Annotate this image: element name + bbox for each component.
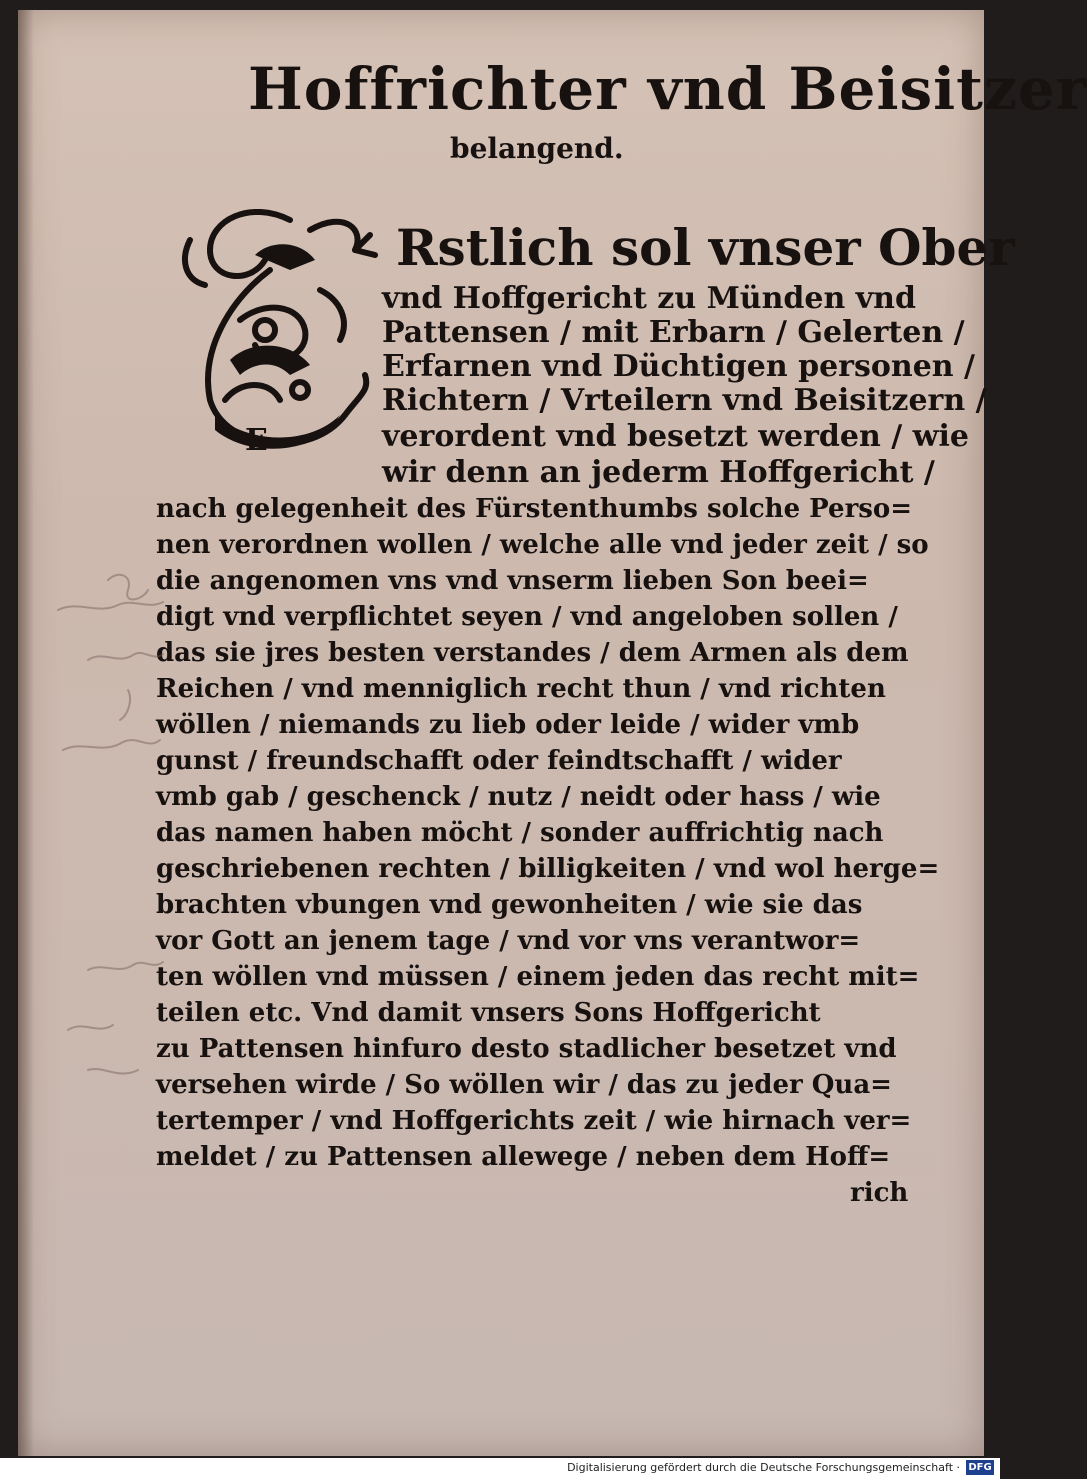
text-line-11: digt vnd verpflichtet seyen / vnd angeloben sollen /	[156, 602, 898, 632]
text-line-10: die angenomen vns vnd vnserm lieben Son beei=	[156, 566, 869, 596]
text-line-24: versehen wirde / So wöllen wir / das zu jeder Qua=	[156, 1070, 892, 1100]
initial-letter-glyph: E	[245, 423, 268, 458]
text-line-21: ten wöllen vnd müssen / einem jeden das recht mit=	[156, 962, 920, 992]
text-line-1: Rstlich sol vnser Ober	[396, 218, 1015, 277]
text-line-5: Richtern / Vrteilern vnd Beisitzern /	[382, 383, 987, 418]
catchword: rich	[850, 1178, 909, 1208]
text-line-8: nach gelegenheit des Fürstenthumbs solche Perso=	[156, 494, 913, 524]
dfg-logo: DFG	[966, 1460, 994, 1475]
text-line-4: Erfarnen vnd Düchtigen personen /	[382, 349, 975, 384]
text-line-15: gunst / freundschafft oder feindtschafft / wider	[156, 746, 842, 776]
text-line-13: Reichen / vnd menniglich recht thun / vnd richten	[156, 674, 886, 704]
text-line-20: vor Gott an jenem tage / vnd vor vns verantwor=	[156, 926, 861, 956]
text-line-26: meldet / zu Pattensen allewege / neben dem Hoff=	[156, 1142, 891, 1172]
text-line-17: das namen haben möcht / sonder auffrichtig nach	[156, 818, 884, 848]
text-line-22: teilen etc. Vnd damit vnsers Sons Hoffgericht	[156, 998, 821, 1028]
footer-bar	[0, 1458, 1000, 1479]
book-page	[18, 10, 1087, 1456]
page-title: Hoffrichter vnd Beisitzer	[248, 55, 1087, 123]
page-subtitle: belangend.	[450, 132, 624, 165]
text-line-2: vnd Hoffgericht zu Münden vnd	[382, 281, 916, 316]
text-line-19: brachten vbungen vnd gewonheiten / wie sie das	[156, 890, 863, 920]
text-line-12: das sie jres besten verstandes / dem Armen als dem	[156, 638, 909, 668]
footer-credit: Digitalisierung gefördert durch die Deutsche Forschungsgemeinschaft ·	[567, 1461, 960, 1474]
text-line-14: wöllen / niemands zu lieb oder leide / wider vmb	[156, 710, 860, 740]
text-line-7: wir denn an jederm Hoffgericht /	[382, 455, 935, 490]
text-line-16: vmb gab / geschenck / nutz / neidt oder hass / wie	[156, 782, 881, 812]
text-line-25: tertemper / vnd Hoffgerichts zeit / wie hirnach ver=	[156, 1106, 912, 1136]
marginal-handwriting	[48, 570, 168, 1110]
text-line-23: zu Pattensen hinfuro desto stadlicher besetzet vnd	[156, 1034, 897, 1064]
text-line-6: verordent vnd besetzt werden / wie	[382, 419, 969, 454]
text-line-9: nen verordnen wollen / welche alle vnd jeder zeit / so	[156, 530, 929, 560]
text-line-18: geschriebenen rechten / billigkeiten / vnd wol herge=	[156, 854, 940, 884]
text-line-3: Pattensen / mit Erbarn / Gelerten /	[382, 315, 965, 350]
